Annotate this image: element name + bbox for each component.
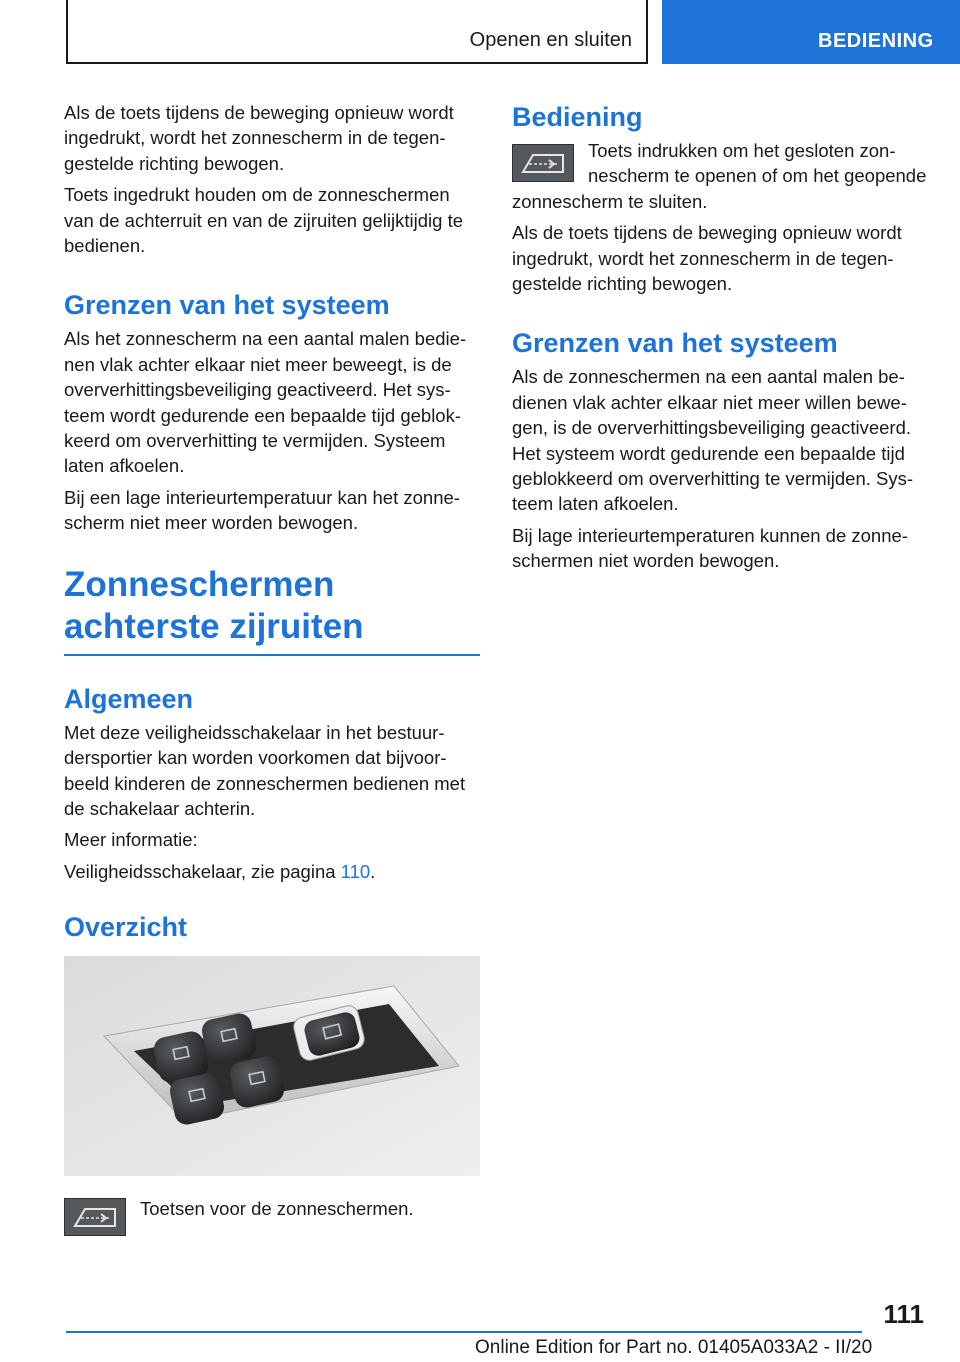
footer-edition: Online Edition for Part no. 01405A033A2 - II/20	[475, 1337, 873, 1358]
intro-paragraph-2: Toets ingedrukt houden om de zonneschermen van de achterruit en van de zijruiten gelijktijdig te bedienen.	[64, 184, 464, 257]
limits-paragraph-1-right: Als de zonneschermen na een aantal malen bedienen vlak achter elkaar niet meer willen bewegen, is de oververhittingsbeveiliging geactiveerd. Het systeem wordt gedurende een bepaalde tijd geblokkeerd om oververhitting te vermijden. Systeem laten afkoelen.	[512, 366, 914, 515]
operation-heading: Bediening	[512, 102, 643, 132]
page-number: 111	[883, 1299, 924, 1329]
header-section-box	[66, 0, 648, 64]
general-heading: Algemeen	[64, 683, 194, 714]
general-paragraph-2: Meer informatie:	[64, 829, 198, 851]
limits-paragraph-2-right: Bij lage interieurtemperaturen kunnen de zonneschermen niet worden bewogen.	[512, 524, 908, 572]
header-section-title: Openen en sluiten	[469, 29, 632, 51]
footer-divider	[66, 1331, 862, 1333]
window-sunshade-icon	[64, 1198, 126, 1236]
page-reference-link[interactable]: 110	[340, 860, 371, 882]
header-chapter-title: BEDIENING	[818, 30, 934, 52]
general-paragraph-1: Met deze veiligheidsschakelaar in het bestuurdersportier kan worden voorkomen dat bijvoorbeeld kinderen de zonneschermen bedienen met de schakelaar achterin.	[64, 721, 466, 819]
operation-paragraph-2: Als de toets tijdens de beweging opnieuw wordt ingedrukt, wordt het zonnescherm in de tegengestelde richting bewogen.	[512, 222, 902, 295]
limits-heading-left: Grenzen van het systeem	[64, 290, 390, 321]
window-sunshade-icon	[512, 144, 574, 182]
reference-text: Veiligheidsschakelaar, zie pagina	[64, 860, 341, 882]
operation-paragraph-1: Toets indrukken om het gesloten zonnescherm te openen of om het geopende zonnescherm te sluiten.	[512, 140, 927, 212]
limits-heading-right: Grenzen van het systeem	[512, 328, 838, 359]
overview-heading: Overzicht	[64, 912, 188, 943]
caption-row	[64, 1196, 480, 1236]
limits-paragraph-1-left: Als het zonnescherm na een aantal malen bedienen vlak achter elkaar niet meer beweegt, is de oververhittingsbeveiliging geactiveerd. Het systeem wordt gedurende een bepaalde tijd geblokkeerd om oververhitting te vermijden. Systeem laten afkoelen.	[64, 328, 467, 477]
limits-paragraph-2-left: Bij een lage interieurtemperatuur kan het zonnescherm niet meer worden bewogen.	[64, 486, 460, 534]
general-reference	[64, 859, 480, 884]
header-chapter-box	[662, 0, 960, 64]
left-column	[64, 100, 480, 1236]
switch-panel-photo	[64, 956, 480, 1176]
intro-paragraph-1: Als de toets tijdens de beweging opnieuw wordt ingedrukt, wordt het zonnescherm in de tegengestelde richting bewogen.	[64, 102, 454, 174]
photo-caption: Toetsen voor de zonneschermen.	[140, 1198, 414, 1220]
reference-end: .	[370, 860, 376, 882]
section-heading: Zonneschermen achterste zijruiten	[64, 564, 480, 656]
operation-block	[512, 138, 928, 214]
right-column	[512, 100, 928, 580]
